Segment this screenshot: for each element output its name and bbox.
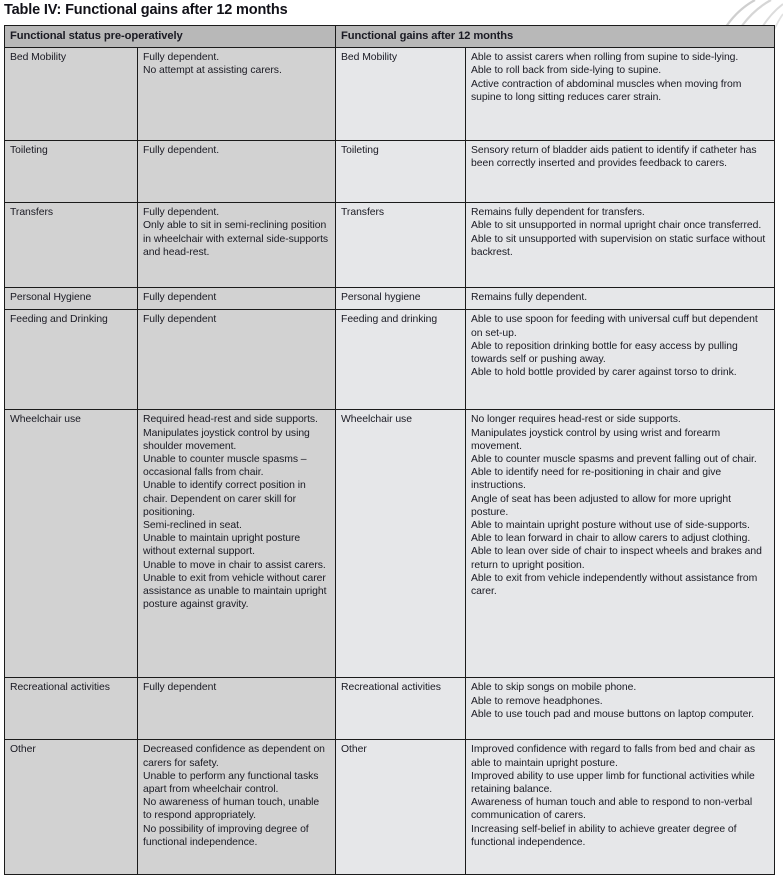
cell-line: Improved ability to use upper limb for functional activities while retaining balance.: [471, 770, 755, 796]
pre-status-detail-1: [138, 141, 336, 203]
cell-line: Able to maintain upright posture without use of side-supports.: [471, 520, 750, 532]
cell-line: Angle of seat has been adjusted to allow for more upright posture.: [471, 493, 731, 518]
post-gain-detail-2: [466, 203, 775, 288]
pre-status-label-7: Other: [5, 740, 138, 875]
table-body: [5, 48, 775, 875]
cell-line: Fully dependent: [143, 682, 217, 694]
post-gain-label-5: Wheelchair use: [336, 410, 466, 678]
pre-status-label-0: Bed Mobility: [5, 48, 138, 141]
cell-line: Unable to move in chair to assist carers.: [143, 559, 326, 571]
cell-line: Able to identify need for re-positioning in chair and give instructions.: [471, 467, 722, 492]
cell-line: Fully dependent.: [143, 207, 220, 219]
cell-line: Increasing self-belief in ability to achieve greater degree of functional independence.: [471, 823, 737, 848]
cell-line: No attempt at assisting carers.: [143, 65, 282, 77]
header-gains-12-months: Functional gains after 12 months: [336, 26, 775, 48]
cell-line: Only able to sit in semi-reclining position in wheelchair with external side-supports and head-rest.: [143, 220, 329, 258]
table-row: [5, 740, 775, 875]
cell-line: Unable to maintain upright posture without external support.: [143, 533, 301, 558]
pre-status-detail-3: [138, 288, 336, 310]
table-header-row: [5, 26, 775, 48]
table-row: [5, 203, 775, 288]
pre-status-label-1: Toileting: [5, 141, 138, 203]
cell-line: Improved confidence with regard to falls from bed and chair as able to maintain upright posture.: [471, 744, 755, 769]
cell-line: Semi-reclined in seat.: [143, 520, 242, 532]
cell-line: Able to reposition drinking bottle for easy access by pulling towards self or pushing away.: [471, 340, 738, 366]
table-row: [5, 678, 775, 740]
cell-line: Unable to perform any functional tasks apart from wheelchair control.: [143, 770, 319, 796]
header-pre-operatively: Functional status pre-operatively: [5, 26, 336, 48]
post-gain-label-6: Recreational activities: [336, 678, 466, 740]
cell-line: Unable to identify correct position in chair. Dependent on carer skill for positioning.: [143, 480, 306, 518]
cell-line: Awareness of human touch and able to respond to non-verbal communication of carers.: [471, 797, 753, 822]
pre-status-detail-2: [138, 203, 336, 288]
post-gain-detail-5: [466, 410, 775, 678]
pre-status-label-3: Personal Hygiene: [5, 288, 138, 310]
post-gain-detail-0: [466, 48, 775, 141]
cell-line: Fully dependent: [143, 314, 217, 326]
pre-status-detail-5: [138, 410, 336, 678]
cell-line: Able to sit unsupported with supervision on static surface without backrest.: [471, 233, 766, 258]
cell-line: Able to lean forward in chair to allow carers to adjust clothing.: [471, 533, 751, 545]
cell-line: Decreased confidence as dependent on carers for safety.: [143, 744, 325, 769]
cell-line: Able to counter muscle spasms and prevent falling out of chair.: [471, 454, 757, 466]
cell-line: Sensory return of bladder aids patient to identify if catheter has been correctly inserted and provides feedback to carers.: [471, 145, 757, 170]
cell-line: Unable to exit from vehicle without carer assistance as unable to maintain upright posture against gravity.: [143, 572, 327, 611]
post-gain-label-4: Feeding and drinking: [336, 310, 466, 410]
post-gain-detail-7: [466, 740, 775, 875]
pre-status-detail-6: [138, 678, 336, 740]
cell-line: Able to sit unsupported in normal upright chair once transferred.: [471, 220, 762, 232]
post-gain-detail-6: [466, 678, 775, 740]
cell-line: Able to skip songs on mobile phone.: [471, 682, 637, 694]
cell-line: No awareness of human touch, unable to respond appropriately.: [143, 797, 320, 822]
cell-line: Able to hold bottle provided by carer against torso to drink.: [471, 367, 737, 379]
pre-status-label-4: Feeding and Drinking: [5, 310, 138, 410]
post-gain-label-0: Bed Mobility: [336, 48, 466, 141]
pre-status-detail-4: [138, 310, 336, 410]
pre-status-detail-0: [138, 48, 336, 141]
table-row: [5, 410, 775, 678]
cell-line: Remains fully dependent.: [471, 292, 588, 304]
cell-line: Required head-rest and side supports.: [143, 414, 318, 426]
table-row: [5, 310, 775, 410]
cell-line: Fully dependent: [143, 292, 217, 304]
cell-line: No longer requires head-rest or side supports.: [471, 414, 681, 426]
post-gain-detail-4: [466, 310, 775, 410]
cell-line: Able to lean over side of chair to inspect wheels and brakes and return to upright position.: [471, 546, 762, 571]
cell-line: Unable to counter muscle spasms – occasional falls from chair.: [143, 454, 307, 479]
cell-line: Fully dependent.: [143, 52, 220, 64]
functional-gains-table: [4, 25, 775, 875]
cell-line: Able to remove headphones.: [471, 695, 603, 707]
cell-line: Able to assist carers when rolling from supine to side-lying.: [471, 52, 739, 64]
post-gain-label-3: Personal hygiene: [336, 288, 466, 310]
cell-line: Manipulates joystick control by using wrist and forearm movement.: [471, 427, 721, 452]
post-gain-label-7: Other: [336, 740, 466, 875]
table-row: [5, 288, 775, 310]
pre-status-label-2: Transfers: [5, 203, 138, 288]
cell-line: Able to use touch pad and mouse buttons on laptop computer.: [471, 708, 755, 720]
post-gain-detail-3: [466, 288, 775, 310]
cell-line: Able to roll back from side-lying to supine.: [471, 65, 662, 77]
pre-status-detail-7: [138, 740, 336, 875]
cell-line: Active contraction of abdominal muscles when moving from supine to long sitting reduces carer strain.: [471, 78, 742, 103]
cell-line: No possibility of improving degree of functional independence.: [143, 823, 309, 848]
pre-status-label-6: Recreational activities: [5, 678, 138, 740]
pre-status-label-5: Wheelchair use: [5, 410, 138, 678]
cell-line: Manipulates joystick control by using shoulder movement.: [143, 427, 310, 452]
page-title: Table IV: Functional gains after 12 months: [4, 2, 288, 18]
post-gain-label-2: Transfers: [336, 203, 466, 288]
cell-line: Remains fully dependent for transfers.: [471, 207, 645, 219]
table-row: [5, 141, 775, 203]
cell-line: Able to use spoon for feeding with universal cuff but dependent on set-up.: [471, 314, 758, 339]
cell-line: Able to exit from vehicle independently without assistance from carer.: [471, 572, 758, 598]
table-row: [5, 48, 775, 141]
table-container: [4, 25, 774, 875]
post-gain-label-1: Toileting: [336, 141, 466, 203]
post-gain-detail-1: [466, 141, 775, 203]
cell-line: Fully dependent.: [143, 145, 220, 157]
